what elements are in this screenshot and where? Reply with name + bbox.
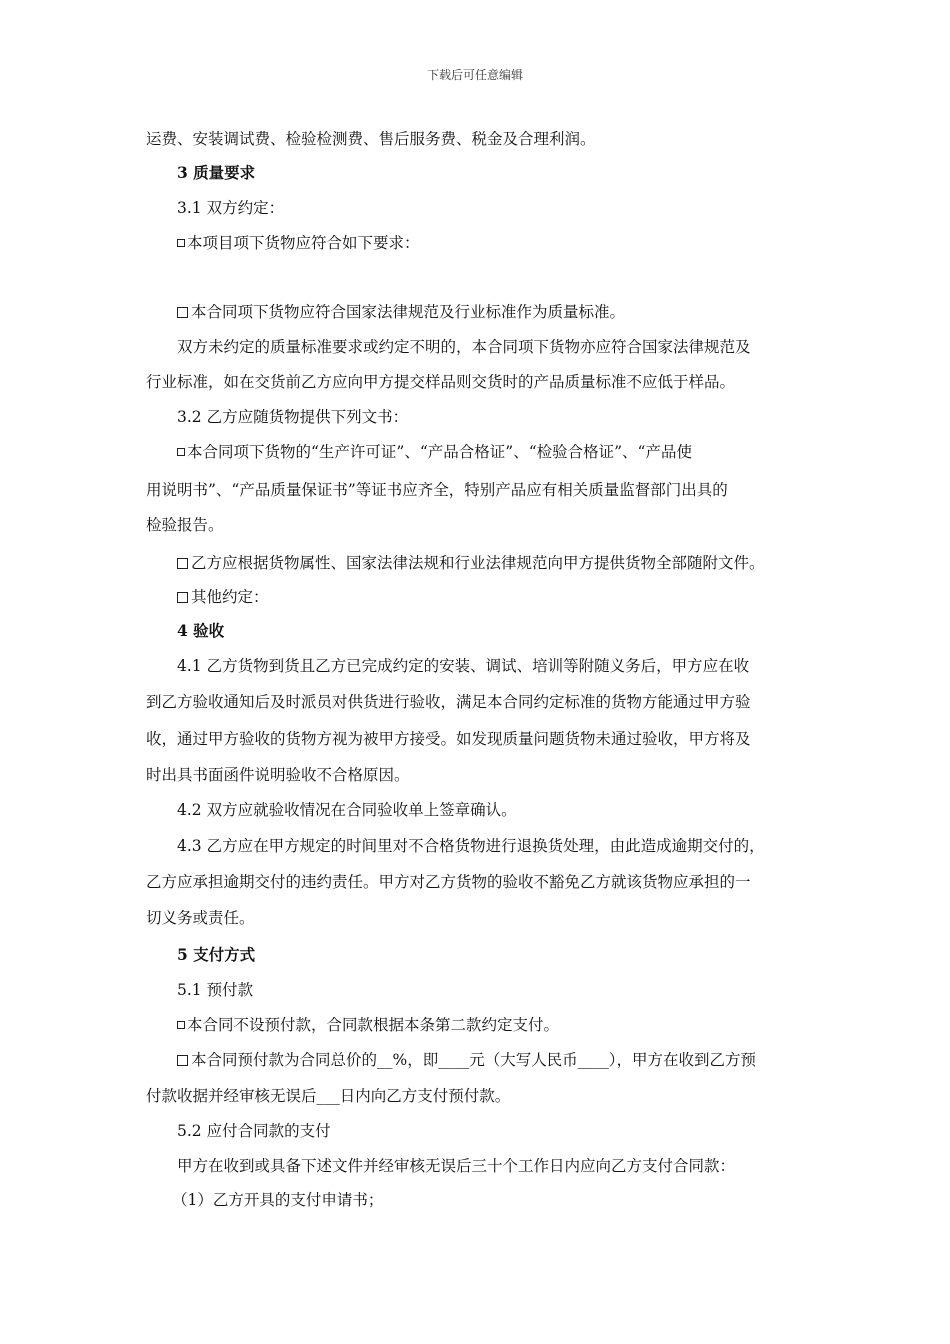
list-item: （1）乙方开具的支付申请书； [172, 1191, 384, 1209]
checkbox-icon[interactable] [177, 1055, 188, 1066]
section-heading-payment: 5 支付方式 [177, 945, 256, 964]
checkbox-icon[interactable] [177, 448, 185, 456]
paragraph-line: 切义务或责任。 [146, 909, 255, 927]
checkbox-icon[interactable] [177, 592, 188, 603]
paragraph-line: 付款收据并经审核无误后___日内向乙方支付预付款。 [146, 1087, 511, 1105]
checkbox-line: 乙方应根据货物属性、国家法律法规和行业法律规范向甲方提供货物全部随附文件。 [177, 553, 765, 573]
checkbox-icon[interactable] [177, 307, 188, 318]
clause-3-1: 3.1 双方约定： [177, 199, 285, 217]
paragraph-line: 收，通过甲方验收的货物方视为被甲方接受。如发现质量问题货物未通过验收，甲方将及 [146, 730, 751, 748]
checkbox-line: 本合同项下货物应符合国家法律规范及行业标准作为质量标准。 [177, 302, 625, 322]
checkbox-line: 本合同不设预付款，合同款根据本条第二款约定支付。 [177, 1015, 559, 1035]
clause-4-1: 4.1 乙方货物到货且乙方已完成约定的安装、调试、培训等附随义务后，甲方应在收 [177, 657, 750, 675]
paragraph-line: 运费、安装调试费、检验检测费、售后服务费、税金及合理利润。 [146, 130, 596, 148]
checkbox-icon[interactable] [177, 239, 185, 247]
checkbox-line: 本合同预付款为合同总价的__%，即____元（大写人民币____），甲方在收到乙方预 [177, 1050, 756, 1070]
checkbox-line: 其他约定： [177, 587, 269, 607]
paragraph-line: 检验报告。 [146, 516, 224, 534]
paragraph-line: 行业标准，如在交货前乙方应向甲方提交样品则交货时的产品质量标准不应低于样品。 [146, 373, 736, 391]
clause-5-2: 5.2 应付合同款的支付 [177, 1122, 331, 1140]
checkbox-line: 本合同项下货物的“生产许可证”、“产品合格证”、“检验合格证”、“产品使 [177, 442, 692, 462]
page-header: 下载后可任意编辑 [426, 68, 523, 82]
checkbox-icon[interactable] [177, 558, 188, 569]
section-heading-acceptance: 4 验收 [177, 621, 225, 640]
checkbox-icon[interactable] [177, 1021, 185, 1029]
section-heading-quality: 3 质量要求 [177, 163, 256, 182]
paragraph-line: 乙方应承担逾期交付的违约责任。甲方对乙方货物的验收不豁免乙方就该货物应承担的一 [146, 873, 751, 891]
paragraph-line: 到乙方验收通知后及时派员对供货进行验收，满足本合同约定标准的货物方能通过甲方验 [146, 693, 751, 711]
paragraph-line: 用说明书”、“产品质量保证书”等证书应齐全，特别产品应有相关质量监督部门出具的 [146, 481, 728, 499]
clause-4-2: 4.2 双方应就验收情况在合同验收单上签章确认。 [177, 801, 517, 819]
clause-3-2: 3.2 乙方应随货物提供下列文书： [177, 408, 409, 426]
checkbox-line: 本项目项下货物应符合如下要求： [177, 233, 420, 253]
paragraph-line: 时出具书面函件说明验收不合格原因。 [146, 766, 410, 784]
clause-4-3: 4.3 乙方应在甲方规定的时间里对不合格货物进行退换货处理，由此造成逾期交付的， [177, 837, 765, 855]
paragraph-line: 双方未约定的质量标准要求或约定不明的，本合同项下货物亦应符合国家法律规范及 [177, 338, 751, 356]
clause-5-1: 5.1 预付款 [177, 981, 254, 999]
paragraph-line: 甲方在收到或具备下述文件并经审核无误后三十个工作日内应向乙方支付合同款： [177, 1157, 736, 1175]
